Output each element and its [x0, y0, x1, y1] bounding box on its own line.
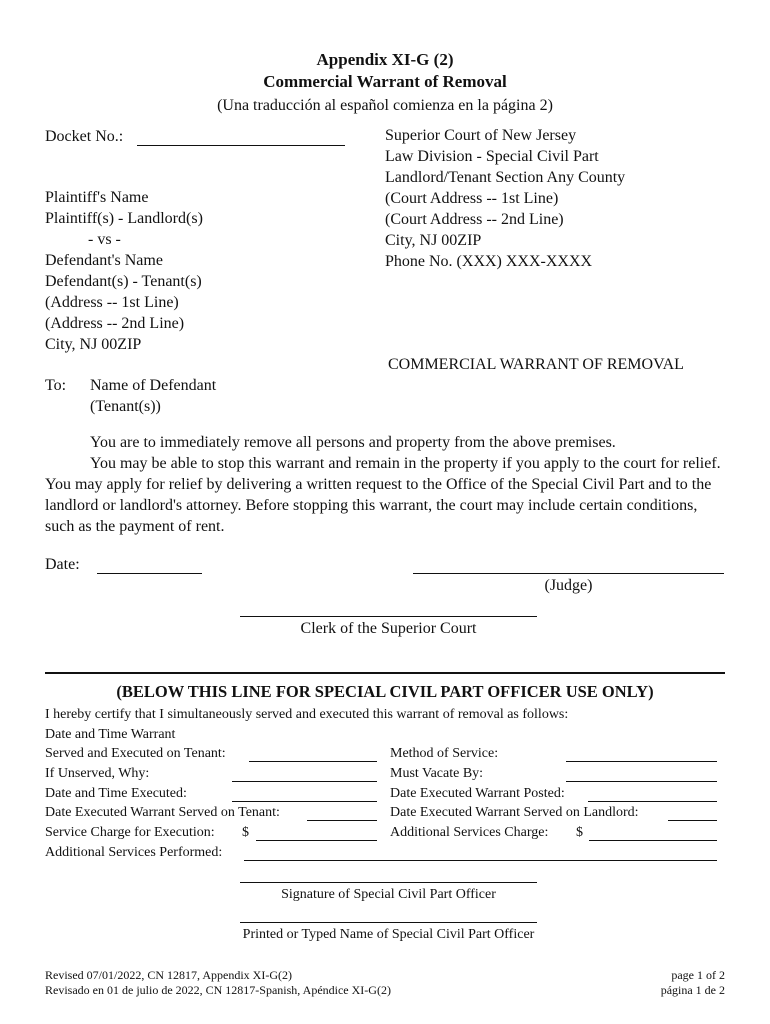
date-time-executed-field[interactable]: [232, 801, 377, 802]
party-line: Plaintiff(s) - Landlord(s): [45, 210, 203, 227]
if-unserved-label: If Unserved, Why:: [45, 766, 150, 781]
to-label: To:: [45, 377, 67, 394]
defendant-tenant: (Tenant(s)): [90, 398, 161, 415]
date-posted-field[interactable]: [588, 801, 717, 802]
date-posted-label: Date Executed Warrant Posted:: [390, 786, 565, 801]
party-line: City, NJ 00ZIP: [45, 336, 142, 353]
additional-charge-dollar: $: [576, 825, 583, 840]
footer-revised-es: Revisado en 01 de julio de 2022, CN 12817-Spanish, Apéndice XI-G(2): [45, 983, 391, 997]
service-charge-dollar: $: [242, 825, 249, 840]
date-served-tenant-label: Date Executed Warrant Served on Tenant:: [45, 805, 280, 820]
warrant-heading: COMMERCIAL WARRANT OF REMOVAL: [388, 356, 684, 373]
parties-block: [45, 188, 203, 356]
footer-page-en: page 1 of 2: [671, 968, 725, 982]
if-unserved-field[interactable]: [232, 781, 377, 782]
footer-revised-en: Revised 07/01/2022, CN 12817, Appendix XI-G(2): [45, 968, 292, 982]
party-line: (Address -- 1st Line): [45, 294, 179, 311]
body-paragraph-2: You may be able to stop this warrant and remain in the property if you apply to the court for relief. You may apply for relief by delivering a written request to the Office of the Special Civil Part and to the landlord or landlord's attorney. Before stopping this warrant, the court may include certain conditions, such as the payment of rent.: [45, 455, 721, 535]
served-executed-label: Served and Executed on Tenant:: [45, 746, 226, 761]
judge-signature-line[interactable]: [413, 573, 724, 574]
date-field[interactable]: [97, 573, 202, 574]
date-time-executed-label: Date and Time Executed:: [45, 786, 187, 801]
docket-label: Docket No.:: [45, 128, 124, 145]
court-line: Phone No. (XXX) XXX-XXXX: [385, 253, 593, 270]
court-line: Superior Court of New Jersey: [385, 127, 577, 144]
must-vacate-field[interactable]: [566, 781, 717, 782]
party-line: Defendant's Name: [45, 252, 163, 269]
warrant-body: [45, 432, 727, 537]
certify-statement: I hereby certify that I simultaneously served and executed this warrant of removal as follows:: [45, 707, 569, 722]
officer-heading: (BELOW THIS LINE FOR SPECIAL CIVIL PART OFFICER USE ONLY): [116, 682, 654, 701]
officer-printed-name-label: Printed or Typed Name of Special Civil Part Officer: [242, 927, 535, 942]
court-line: Landlord/Tenant Section Any County: [385, 169, 626, 186]
service-charge-label: Service Charge for Execution:: [45, 825, 215, 840]
judge-label: (Judge): [544, 577, 593, 594]
clerk-label: Clerk of the Superior Court: [300, 620, 477, 637]
date-served-tenant-field[interactable]: [307, 820, 377, 821]
clerk-signature-line[interactable]: [240, 616, 537, 617]
party-line: Plaintiff's Name: [45, 189, 149, 206]
officer-signature-line[interactable]: [240, 882, 537, 883]
translation-note: (Una traducción al español comienza en la página 2): [217, 97, 553, 114]
footer-page-es: página 1 de 2: [660, 983, 725, 997]
method-of-service-field[interactable]: [566, 761, 717, 762]
party-line: (Address -- 2nd Line): [45, 315, 185, 332]
officer-printed-name-line[interactable]: [240, 922, 537, 923]
defendant-name: Name of Defendant: [90, 377, 217, 394]
docket-number-field[interactable]: [137, 145, 345, 146]
date-label: Date:: [45, 556, 80, 573]
additional-charge-label: Additional Services Charge:: [390, 825, 549, 840]
date-served-landlord-field[interactable]: [668, 820, 717, 821]
court-line: Law Division - Special Civil Part: [385, 148, 599, 165]
must-vacate-label: Must Vacate By:: [390, 766, 484, 781]
method-of-service-label: Method of Service:: [390, 746, 499, 761]
additional-performed-label: Additional Services Performed:: [45, 845, 223, 860]
service-charge-field[interactable]: [256, 840, 377, 841]
party-line: Defendant(s) - Tenant(s): [45, 273, 202, 290]
officer-signature-label: Signature of Special Civil Part Officer: [281, 887, 496, 902]
court-block: [385, 126, 625, 273]
date-time-warrant-label: Date and Time Warrant: [45, 727, 176, 742]
court-line: (Court Address -- 1st Line): [385, 190, 559, 207]
appendix-title: Appendix XI-G (2): [316, 50, 454, 69]
served-executed-field[interactable]: [249, 761, 377, 762]
party-line: - vs -: [88, 231, 121, 248]
court-line: (Court Address -- 2nd Line): [385, 211, 564, 228]
officer-section-divider: [45, 672, 725, 674]
court-line: City, NJ 00ZIP: [385, 232, 482, 249]
additional-performed-field[interactable]: [244, 860, 717, 861]
date-served-landlord-label: Date Executed Warrant Served on Landlord:: [390, 805, 639, 820]
additional-charge-field[interactable]: [589, 840, 717, 841]
body-paragraph-1: You are to immediately remove all persons and property from the above premises.: [90, 434, 616, 451]
document-title: Commercial Warrant of Removal: [263, 72, 507, 91]
